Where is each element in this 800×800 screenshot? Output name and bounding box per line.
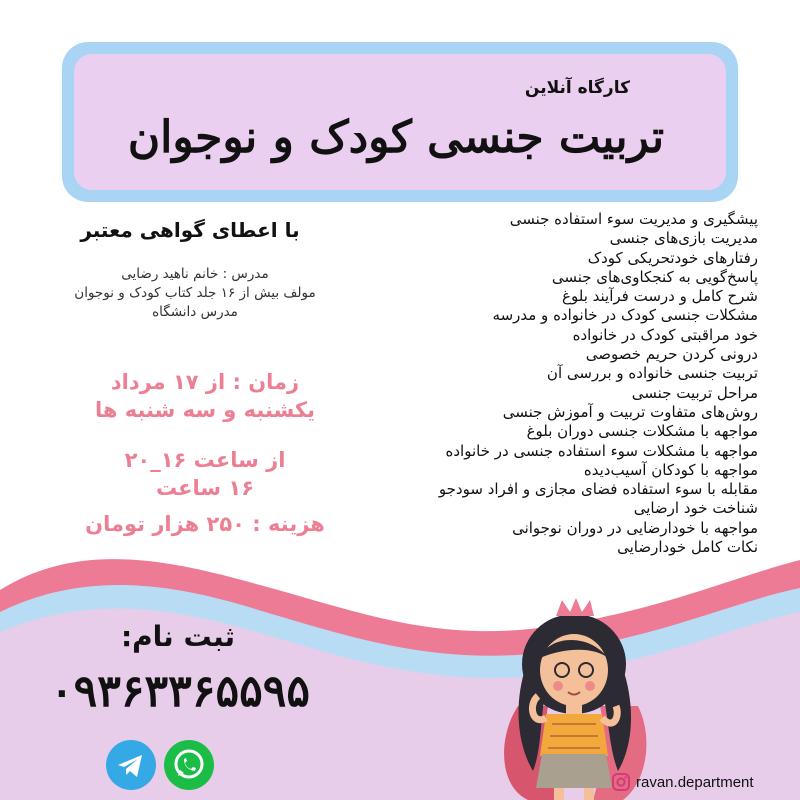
schedule-hours (60, 446, 350, 502)
topic-item: مشکلات جنسی کودک در خانواده و مدرسه (492, 306, 758, 325)
schedule-duration: ۱۶ ساعت (155, 476, 255, 500)
instagram-link[interactable] (612, 772, 754, 792)
schedule-date: زمان : از ۱۷ مرداد (110, 370, 300, 394)
teacher-credentials: مولف بیش از ۱۶ جلد کتاب کودک و نوجوان (74, 285, 316, 301)
title-card-inner (74, 54, 726, 190)
topics-list (380, 210, 770, 557)
title-card (62, 42, 738, 202)
topic-item: مقابله با سوء استفاده فضای مجازی و افراد سودجو (438, 480, 758, 499)
schedule-cost (60, 510, 350, 538)
instagram-handle: ravan.department (636, 773, 754, 791)
telegram-icon[interactable] (106, 740, 156, 790)
topic-item: مواجهه با مشکلات جنسی دوران بلوغ (526, 422, 758, 441)
topic-item: مواجهه با خودارضایی در دوران نوجوانی (512, 518, 758, 537)
schedule-time: از ساعت ۱۶_۲۰ (124, 448, 286, 472)
whatsapp-icon[interactable] (164, 740, 214, 790)
topic-item: پاسخ‌گویی به کنجکاوی‌های جنسی (551, 267, 758, 286)
topic-item: مواجهه با کودکان آسیب‌دیده (583, 460, 758, 479)
teacher-position: مدرس دانشگاه (152, 304, 238, 320)
girl-illustration (488, 596, 658, 800)
topic-item: مراحل تربیت جنسی (631, 383, 758, 402)
register-label: ثبت نام: (120, 620, 236, 653)
topic-item: نکات کامل خودارضایی (617, 538, 758, 557)
workshop-subtitle: کارگاه آنلاین (524, 78, 630, 98)
workshop-title: تربیت جنسی کودک و نوجوان (127, 112, 665, 163)
topic-item: مدیریت بازی‌های جنسی (609, 229, 758, 248)
topic-item: رفتارهای خودتحریکی کودک (587, 248, 758, 267)
topic-item: مواجهه با مشکلات سوء استفاده جنسی در خانواده (445, 441, 758, 460)
topic-item: روش‌های متفاوت تربیت و آموزش جنسی (502, 402, 758, 421)
schedule-when (60, 368, 350, 424)
certificate-note: با اعطای گواهی معتبر (80, 218, 300, 242)
phone-number[interactable]: ۰۹۳۶۳۳۶۵۵۹۵ (50, 666, 310, 717)
cost-text: هزینه : ۲۵۰ هزار تومان (85, 512, 325, 536)
topic-item: شناخت خود ارضایی (633, 499, 758, 518)
topic-item: درونی کردن حریم خصوصی (585, 345, 758, 364)
teacher-name: مدرس : خانم ناهید رضایی (121, 266, 269, 282)
teacher-info (40, 265, 350, 322)
topic-item: شرح کامل و درست فرآیند بلوغ (562, 287, 758, 306)
instagram-icon (612, 773, 630, 791)
topic-item: تربیت جنسی خانواده و بررسی آن (546, 364, 758, 383)
schedule-days: یکشنبه و سه شنبه ها (94, 398, 315, 422)
topic-item: پیشگیری و مدیریت سوء استفاده جنسی (509, 210, 758, 228)
topic-item: خود مراقبتی کودک در خانواده (572, 325, 758, 344)
